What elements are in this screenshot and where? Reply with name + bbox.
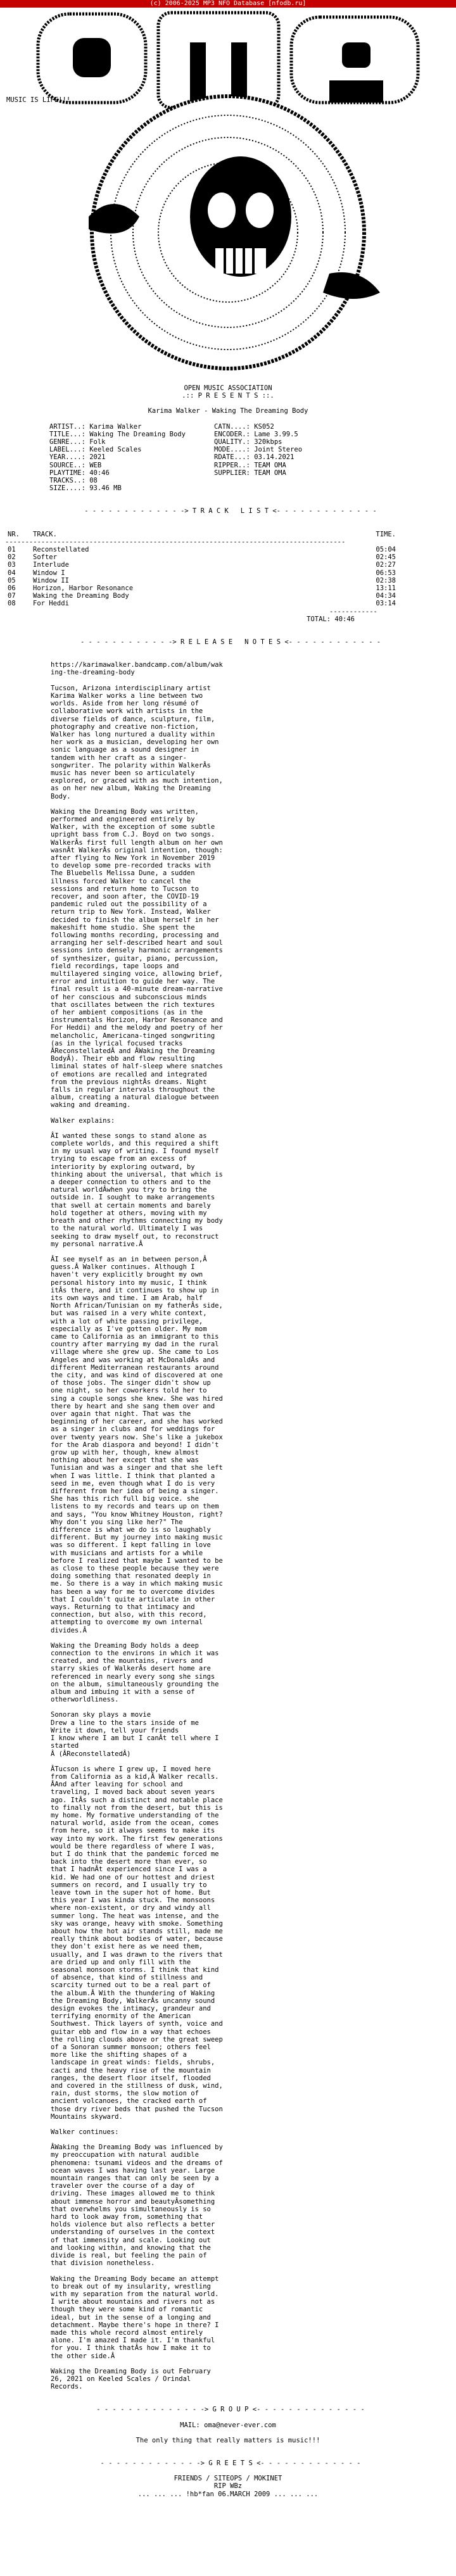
col-time: TIME. — [376, 530, 396, 538]
ascii-art-logo — [0, 8, 456, 384]
source-banner — [0, 0, 456, 8]
track-nr: 04 — [8, 569, 16, 577]
release-notes — [0, 661, 456, 2390]
group-header: - - - - - - - - - - - - - -> G R O U P <- - - - - - - - - - - - - - — [96, 2406, 365, 2414]
info-size: SIZE....: 93.46 MB — [49, 484, 122, 493]
col-nr: NR. — [8, 530, 20, 538]
info-rdate: RDATE...: 03.14.2021 — [214, 453, 294, 462]
track-time: 02:45 — [376, 553, 396, 562]
nfo-document — [0, 8, 456, 2498]
notes-paragraph: ÂTucson is where I grew up, I moved here from California as a kid,Â Walker recalls. ÂAnd after leaving for school and traveling, I moved back about seven years ago. ItÂs such a distinct and notable place to finally not from the desert, but this is my home. My formative understanding of the natural world, aside from the ocean, comes from here, so it always seems to make its way into my work. The first few generations would be there regardless of where I was, but I do think that the pandemic forced me back into the desert more than ever, so that I hadnÂt experienced since I was a kid. We had one of our hottest and driest summers on record, and I usually try to leave town in the super hot of home. But this year I was kinda stuck. The monsoons where non-existent, or dry and windy all summer long. The heat was intense, and the sky was orange, heavy with smoke. Something about how the hot air stands still, made me really think about bodies of water, because they don't exist here as we need them, usually, and I was drawn to the rivers that are dried up and only fill with the seasonal monsoon storms. I think that kind of absence, that kind of stillness and scarcity turned out to be a real part of the album.Â With the thundering of Waking the Dreaming Body, WalkerÂs uncanny sound design evokes the intimacy, grandeur and terrifying enormity of the American Southwest. Thick layers of synth, voice and guitar ebb and flow in a way that echoes the rolling clouds above or the great sweep of a Sonoran summer monsoon; others feel more like the shifting shapes of a landscape in great winds: fields, shrubs, cacti and the heavy rise of the mountain ranges, the desert floor itself, flooded and covered in the stillness of dusk, wind, rain, dust storms, the slow motion of ancient volcanoes, the cracked earth of those dry river beds that pushed the Tucson Mountains skyward. — [51, 1765, 223, 2121]
info-quality: QUALITY.: 320kbps — [214, 438, 282, 446]
greets-footer: ... ... ... !hb*fan 06.MARCH 2009 ... ... ... — [137, 2490, 319, 2498]
track-nr: 05 — [8, 576, 16, 584]
info-ripper: RIPPER..: TEAM OMA — [214, 461, 286, 469]
track-row — [0, 546, 456, 553]
track-time: 02:27 — [376, 561, 396, 569]
track-nr: 01 — [8, 546, 16, 554]
notes-paragraph: Walker explains: — [51, 1116, 115, 1125]
track-row — [0, 592, 456, 600]
notes-paragraph: Waking the Dreaming Body was written, performed and engineered entirely by Walker, with the exception of some subtle upright bass from C.J. Boyd on two songs. WalkerÂs first full length album on her own wasnÂt WalkerÂs original intention, though: after flying to New York in November 2019 to develop some pre-recorded tracks with The Bluebells Melissa Dune, a sudden illness forced Walker to cancel the sessions and return home to Tucson to recover, and soon after, the COVID-19 pandemic ruled out the possibility of a return trip to New York. Instead, Walker decided to finish the album herself in her makeshift home studio. She spent the following months recording, processing and arranging her self-described heart and soul sessions into densely harmonic arrangements of synthesizer, guitar, piano, percussion, field recordings, tape loops and multilayered singing voice, allowing brief, error and intuition to guide her way. The final result is a 40-minute dream-narrative of her conscious and subconscious minds that oscillates between the rich textures of her ambient compositions (as in the instrumentals Horizon, Harbor Resonance and For Heddi) and the melody and poetry of her melancholic, Americana-tinged songwriting (as in the lyrical focused tracks ÂReconstellatedÂ and ÂWaking the Dreaming BodyÂ). Their ebb and flow resulting liminal states of half-sleep where snatches of emotions are recalled and integrated from the previous nightÂs dreams. Night falls in regular intervals throughout the album, creating a natural dialogue between waking and dreaming. — [51, 807, 223, 1109]
notes-paragraph: Waking the Dreaming Body is out February 26, 2021 on Keeled Scales / Orindal Records. — [51, 2367, 211, 2391]
track-row — [0, 569, 456, 577]
source-banner-text: (c) 2006-2025 MP3 NFO Database [nfodb.ru] — [149, 0, 307, 7]
track-time: 03:14 — [376, 600, 396, 608]
track-row — [0, 600, 456, 607]
track-row — [0, 553, 456, 561]
release-notes-header: - - - - - - - - - - - -> R E L E A S E N O T E S <- - - - - - - - - - - - — [80, 638, 381, 647]
track-time: 02:38 — [376, 576, 396, 584]
info-artist: ARTIST..: Karima Walker — [49, 422, 142, 431]
track-nr: 08 — [8, 600, 16, 608]
release-info-left — [44, 423, 209, 493]
info-catn: CATN....: KS052 — [214, 422, 274, 431]
release-info — [0, 423, 456, 493]
track-row — [0, 577, 456, 584]
notes-paragraph: Waking the Dreaming Body holds a deep connection to the environs in which it was created, and the mountains, rivers and starry skies of WalkerÂs desert home are referenced in nearly every song she sings on the album, simultaneously grounding the album and imbuing it with a sense of otherworldliness. — [51, 1641, 219, 1704]
release-title: Karima Walker - Waking The Dreaming Body — [148, 407, 308, 415]
notes-paragraph: ÂI wanted these songs to stand alone as complete worlds, and this required a shift in my usual way of writing. I found myself trying to escape from an excess of interiority by exploring outward, by thinking about the universal, that which is a deeper connection to others and to the natural worldÂwhen you try to bring the outside in. I sought to make arrangements that swell at certain moments and barely hold together at others, moving with my breath and other rhythms connecting my body to the natural world. Ultimately I was seeking to draw myself out, to reconstruct my personal narrative.Â — [51, 1132, 223, 1248]
track-title: Softer — [33, 553, 57, 562]
track-time: 06:53 — [376, 569, 396, 577]
track-nr: 07 — [8, 592, 16, 600]
track-col-header — [0, 531, 456, 538]
association-name: OPEN MUSIC ASSOCIATION — [184, 384, 272, 392]
col-track: TRACK. — [33, 530, 57, 538]
track-title: Waking the Dreaming Body — [33, 592, 129, 600]
track-title: Horizon, Harbor Resonance — [33, 584, 134, 593]
group-slogan: The only thing that really matters is music!!! — [136, 2436, 320, 2444]
info-mode: MODE....: Joint Stereo — [214, 446, 303, 454]
info-year: YEAR....: 2021 — [49, 453, 106, 462]
track-nr: 02 — [8, 553, 16, 562]
track-time: 04:34 — [376, 592, 396, 600]
track-row — [0, 561, 456, 569]
track-nr: 03 — [8, 561, 16, 569]
info-genre: GENRE...: Folk — [49, 438, 106, 446]
info-tracks: TRACKS..: 08 — [49, 477, 98, 485]
greets-line: RIP WBz — [213, 2482, 243, 2491]
info-encoder: ENCODER.: Lame 3.99.5 — [214, 430, 298, 438]
divider: ------------ — [329, 607, 377, 616]
track-title: Reconstellated — [33, 546, 89, 554]
total-value: TOTAL: 40:46 — [307, 615, 355, 623]
total-playtime — [0, 616, 456, 623]
info-source: SOURCE..: WEB — [49, 461, 102, 469]
notes-paragraph: Walker continues: — [51, 2128, 119, 2137]
divider: ------------------------------------------------------------------------------------- — [5, 538, 346, 546]
track-title: For Heddi — [33, 600, 69, 608]
info-playtime: PLAYTIME: 40:46 — [49, 469, 110, 477]
track-nr: 06 — [8, 584, 16, 593]
presents-line: .:: P R E S E N T S ::. — [182, 392, 274, 400]
info-title: TITLE...: Waking The Dreaming Body — [49, 430, 186, 438]
notes-paragraph: ÂI see myself as an in between person,Â guess.Â Walker continues. Although I haven't very explicitly brought my own personal history into my music, I think itÂs there, and it continues to show up in its own ways and time. I am Arab, half North African/Tunisian on my fatherÂs side, but was raised in a very white context, with a lot of white passing privilege, especially as I've gotten older. My mom came to California as an immigrant to this country after marrying my dad in the rural village where she grew up. She came to Los Angeles and was working at McDonaldÂs and different Mediterranean restaurants around the city, and was kind of discovered at one of those jobs. The singer didn't show up one night, so her coworkers told her to sing a couple songs she knew. She was hired there by heart and she sang them over and over again that night. That was the beginning of her career, and she has worked as a singer in clubs and for weddings for over twenty years now. She's like a jukebox for the Arab diaspora and beyond! I didn't grow up with her, though, knew almost nothing about her except that she was Tunisian and was a singer and that she left when I was little. I think that planted a seed in me, even though what I do is very different from her idea of being a singer. She has this rich full big voice. she listens to my records and tears up on them and says, "You know Whitney Houston, right? Why don't you sing like her?" The difference is what we do is so laughably different. But my journey into making music was so different. I kept falling in love with musicians and artists for a while before I realized that maybe I wanted to be as close to these people because they were doing something that resonated deeply in me. So there is a way in which making music has been a way for me to overcome divides that I couldn't quite articulate in other ways. Returning to that intimacy and connection, but also, with this record, attempting to overcome my own internal divides.Â — [51, 1255, 223, 1634]
notes-paragraph: Tucson, Arizona interdisciplinary artist Karima Walker works a line between two worlds. Aside from her long résumé of collaborative work with artists in the diverse fields of dance, sculpture, film, photography and creative non-fiction, Walker has long nurtured a duality within her work as a musician, developing her own sonic language as a sound designer in tandem with her craft as a singer-songwriter. The polarity within WalkerÂs music has never been so articulately explored, or graced with as much intention, as on her new album, Waking the Dreaming Body. — [51, 684, 223, 800]
notes-paragraph: Waking the Dreaming Body became an attempt to break out of my insularity, wrestling with my separation from the natural world. I write about mountains and rivers not as though they were some kind of romantic ideal, but in the sense of a longing and detachment. Maybe there's hope in there? I made this whole record almost entirely alone. I'm amazed I made it. I'm thankful for you. I think thatÂs how I make it to the other side.Â — [51, 2275, 219, 2360]
notes-paragraph: ÂWaking the Dreaming Body was influenced by my preoccupation with natural audible phenomena: tsunami videos and the dreams of ocean waves I was having last year. Large mountain ranges that can only be seen by a traveler over the course of a day of driving. These images allowed me to think about immense horror and beautyÂsomething that overwhelms you simultaneously is so hard to look away from, something that holds violence but also reflects a better understanding of ourselves in the context of that immensity and scale. Looking out and looking within, and knowing that the divide is real, but feeling the pain of that division nonetheless. — [51, 2144, 223, 2268]
info-label: LABEL...: Keeled Scales — [49, 446, 142, 454]
release-info-right — [209, 423, 302, 493]
track-title: Window II — [33, 576, 69, 584]
art-tagline: MUSIC IS LIFE!!! — [6, 96, 71, 104]
notes-lyrics: Sonoran sky plays a movie Drew a line to the stars inside of me Write it down, tell your friends I know where I am but I canÂt tell where I started Â (ÂReconstellatedÂ) — [51, 1711, 219, 1758]
track-time: 13:11 — [376, 584, 396, 593]
track-list-header: - - - - - - - - - - - - -> T R A C K L I S T <- - - - - - - - - - - - - — [84, 507, 377, 515]
greets-line: FRIENDS / SITEOPS / MOKINET — [174, 2475, 282, 2483]
group-mail: MAIL: oma@never-ever.com — [180, 2421, 276, 2429]
track-time: 05:04 — [376, 546, 396, 554]
info-supplier: SUPPLIER: TEAM OMA — [214, 469, 286, 477]
track-title: Window I — [33, 569, 65, 577]
greets-header: - - - - - - - - - - - - -> G R E E T S <- - - - - - - - - - - - - — [100, 2459, 361, 2467]
bandcamp-link[interactable]: https://karimawalker.bandcamp.com/album/waking-the-dreaming-body — [51, 661, 223, 677]
track-title: Interlude — [33, 561, 69, 569]
oma-logo-icon — [0, 8, 456, 384]
track-row — [0, 584, 456, 592]
